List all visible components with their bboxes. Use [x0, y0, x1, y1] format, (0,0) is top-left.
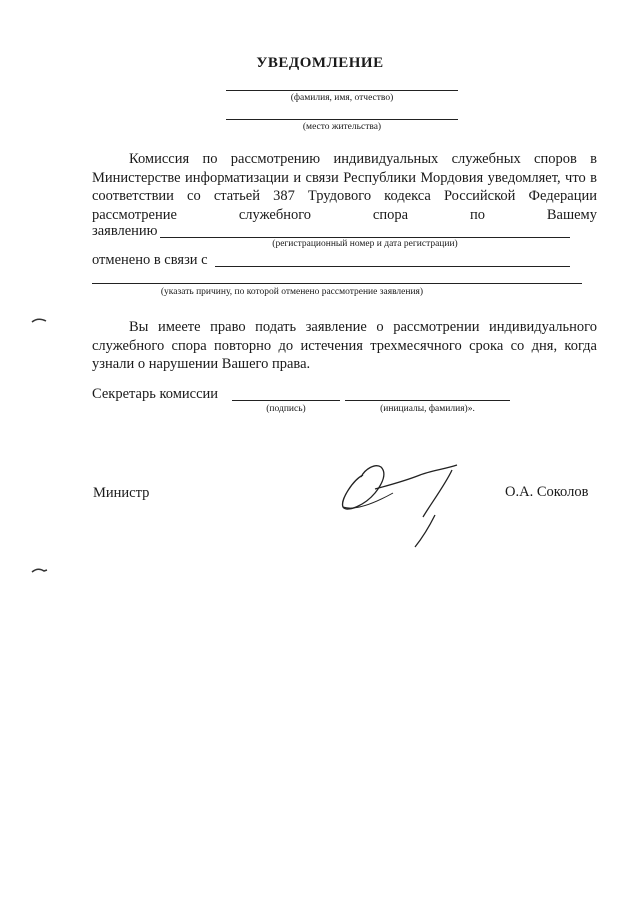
caption-fio: (фамилия, имя, отчество) [290, 93, 394, 103]
minister-signature [335, 455, 475, 550]
fio-line [226, 90, 458, 91]
body-paragraph-text: Комиссия по рассмотрению индивидуальных служебных споров в Министерстве информатизации и связи Республики Мордовия уведомляет, что в соответствии со статьей 387 Трудового кодекса Российской Федерации рассмотрение служебного спора по Вашему [92, 151, 597, 223]
minister-label: Министр [93, 485, 150, 501]
body-paragraph [92, 150, 597, 224]
initials-line [345, 400, 510, 401]
minister-name: О.А. Соколов [505, 484, 589, 500]
reason-line [92, 283, 582, 284]
cancelled-line [215, 266, 570, 267]
margin-mark [30, 315, 50, 325]
rights-paragraph-text: Вы имеете право подать заявление о рассмотрении индивидуального служебного спора повторно до истечения трехмесячного срока со дня, когда узнали о нарушении Вашего права. [92, 319, 597, 372]
document-title: УВЕДОМЛЕНИЕ [256, 55, 384, 71]
caption-reason: (указать причину, по которой отменено рассмотрение заявления) [160, 287, 424, 297]
secretary-label: Секретарь комиссии [92, 386, 219, 402]
application-line [160, 237, 570, 238]
rights-paragraph [92, 318, 597, 374]
margin-mark [30, 566, 50, 576]
caption-initials: (инициалы, фамилия)». [380, 404, 475, 414]
residence-line [226, 119, 458, 120]
signature-line [232, 400, 340, 401]
application-label: заявлению [92, 223, 158, 239]
cancelled-label: отменено в связи с [92, 252, 208, 268]
caption-residence: (место жительства) [302, 122, 382, 132]
caption-signature: (подпись) [266, 404, 306, 414]
caption-registration: (регистрационный номер и дата регистрации) [272, 239, 458, 249]
